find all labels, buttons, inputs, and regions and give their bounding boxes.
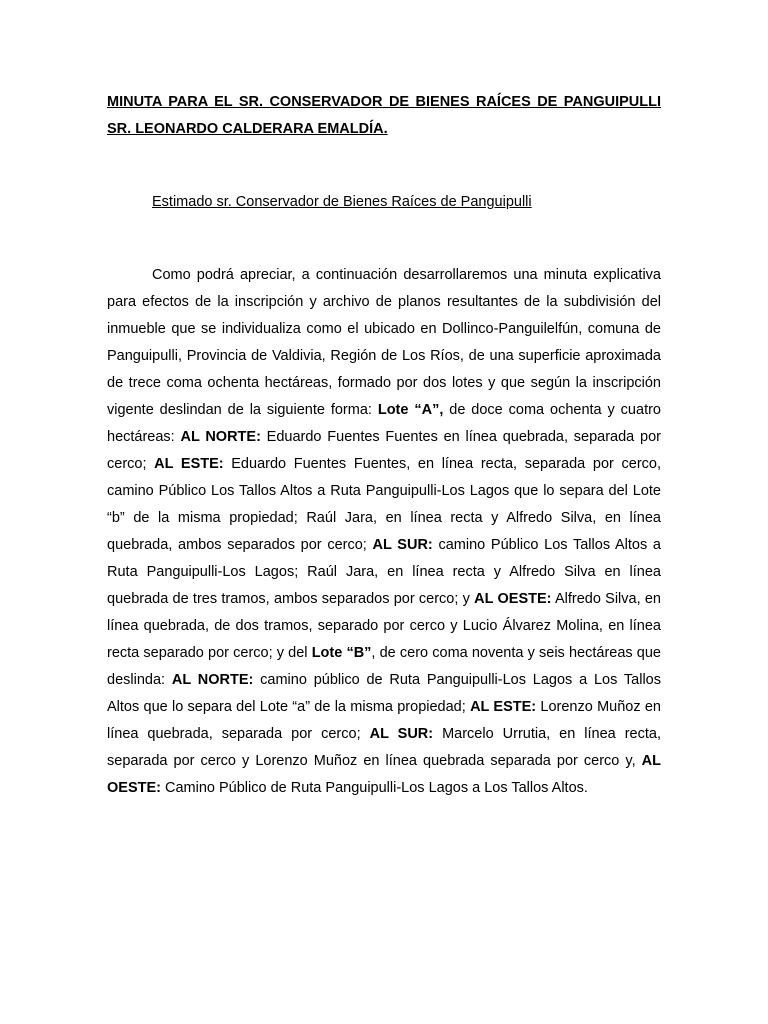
lot-b-north-label: AL NORTE: — [171, 672, 254, 688]
body-text-segment: , de cero coma noventa y seis hectáreas que deslinda: — [107, 645, 661, 688]
lot-a-label: Lote “A”, — [377, 402, 444, 418]
body-text-segment: Camino Público de Ruta Panguipulli-Los Lagos a Los Tallos Altos. — [160, 780, 588, 796]
lot-b-label: Lote “B” — [311, 645, 372, 661]
body-paragraph — [107, 262, 661, 802]
body-text-segment: Eduardo Fuentes Fuentes en línea quebrada, separada por cerco; — [107, 429, 661, 472]
body-text-segment: Como podrá apreciar, a continuación desarrollaremos una minuta explicativa para efectos de la inscripción y archivo de planos resultantes de la subdivisión del inmueble que se individualiza como el ubicado en Dollinco-Panguilelfún, comuna de Panguipulli, Provincia de Valdivia, Región de Los Ríos, de una superficie aproximada de trece coma ochenta hectáreas, formado por dos lotes y que según la inscripción vigente deslindan de la siguiente forma: — [107, 267, 661, 418]
body-text-segment: Lorenzo Muñoz en línea quebrada, separada por cerco; — [107, 699, 661, 742]
salutation-line: Estimado sr. Conservador de Bienes Raíces de Panguipulli — [152, 194, 532, 210]
body-text-segment: Alfredo Silva, en línea quebrada, de dos tramos, separado por cerco y Lucio Álvarez Molina, en línea recta separado por cerco; y del — [107, 591, 661, 661]
body-text-segment: camino Público Los Tallos Altos a Ruta Panguipulli-Los Lagos; Raúl Jara, en línea recta y Alfredo Silva en línea quebrada de tres tramos, ambos separados por cerco; y — [107, 537, 661, 607]
body-text-segment: de doce coma ochenta y cuatro hectáreas: — [107, 402, 661, 445]
lot-a-north-label: AL NORTE: — [180, 429, 261, 445]
lot-b-east-label: AL ESTE: — [470, 699, 537, 715]
lot-a-west-label: AL OESTE: — [474, 591, 552, 607]
lot-b-west-label: AL OESTE: — [107, 753, 661, 796]
document-title: MINUTA PARA EL SR. CONSERVADOR DE BIENES RAÍCES DE PANGUIPULLI SR. LEONARDO CALDERARA EMALDÍA. — [107, 94, 661, 137]
body-text-segment: camino público de Ruta Panguipulli-Los Lagos a Los Tallos Altos que lo separa del Lote “a” de la misma propiedad; — [107, 672, 661, 715]
lot-a-east-label: AL ESTE: — [154, 456, 224, 472]
lot-a-south-label: AL SUR: — [372, 537, 433, 553]
lot-b-south-label: AL SUR: — [369, 726, 434, 742]
body-text-segment: Marcelo Urrutia, en línea recta, separada por cerco y Lorenzo Muñoz en línea quebrada separada por cerco y, — [107, 726, 661, 769]
body-text-segment: Eduardo Fuentes Fuentes, en línea recta, separada por cerco, camino Público Los Tallos Altos a Ruta Panguipulli-Los Lagos que lo separa del Lote “b” de la misma propiedad; Raúl Jara, en línea recta y Alfredo Silva, en línea quebrada, ambos separados por cerco; — [107, 456, 661, 553]
